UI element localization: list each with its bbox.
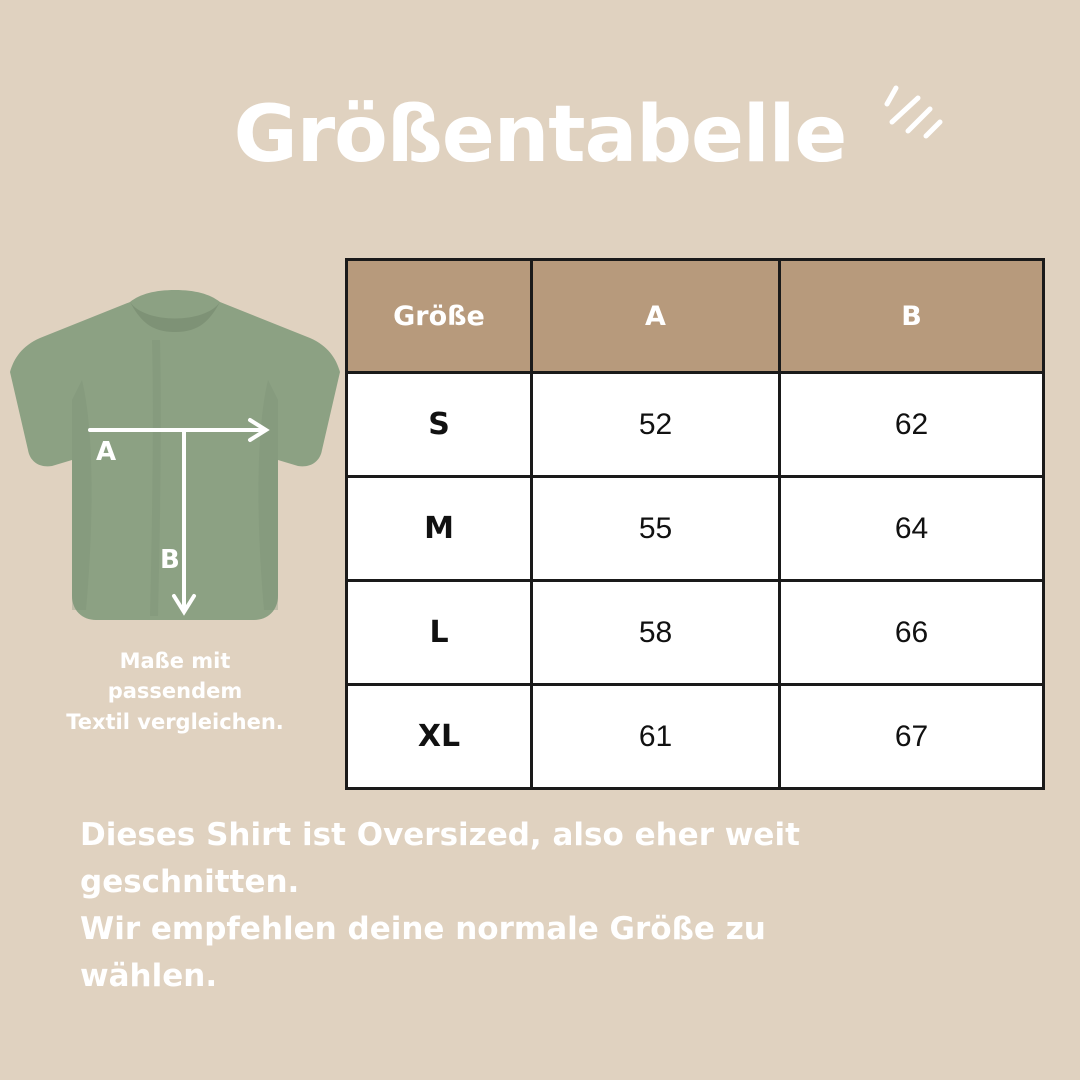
size-table-container — [345, 258, 1027, 790]
shirt-caption-line-3: Textil vergleichen. — [66, 709, 284, 734]
cell-a: 52 — [532, 373, 780, 477]
tshirt-icon — [10, 280, 340, 640]
shirt-illustration-block — [10, 280, 340, 737]
cell-size: M — [347, 477, 532, 581]
cell-b: 62 — [780, 373, 1044, 477]
fit-note-line-2: geschnitten. — [80, 864, 300, 901]
cell-size: XL — [347, 685, 532, 789]
shirt-caption-line-2: passendem — [107, 679, 243, 704]
shirt-caption-line-1: Maße mit — [119, 649, 231, 673]
sparkle-icon — [878, 78, 948, 148]
fit-note — [80, 812, 980, 1000]
table-row — [347, 685, 1044, 789]
measure-a-label: A — [96, 437, 117, 467]
size-table — [345, 258, 1045, 790]
cell-a: 58 — [532, 581, 780, 685]
fit-note-line-1: Dieses Shirt ist Oversized, also eher weit — [80, 817, 800, 853]
table-row — [347, 581, 1044, 685]
fit-note-line-3: Wir empfehlen deine normale Größe zu — [80, 911, 766, 948]
table-row — [347, 373, 1044, 477]
cell-size: S — [347, 373, 532, 477]
table-row — [347, 477, 1044, 581]
measure-b-label: B — [160, 545, 180, 575]
table-header-size: Größe — [347, 260, 532, 373]
cell-a: 55 — [532, 477, 780, 581]
table-header-row — [347, 260, 1044, 373]
table-header-a: A — [532, 260, 780, 373]
cell-size: L — [347, 581, 532, 685]
shirt-caption — [10, 646, 340, 737]
fit-note-line-4: wählen. — [80, 958, 218, 995]
cell-b: 66 — [780, 581, 1044, 685]
table-header-b: B — [780, 260, 1044, 373]
cell-b: 67 — [780, 685, 1044, 789]
page-title: Größentabelle — [233, 90, 847, 180]
cell-b: 64 — [780, 477, 1044, 581]
cell-a: 61 — [532, 685, 780, 789]
